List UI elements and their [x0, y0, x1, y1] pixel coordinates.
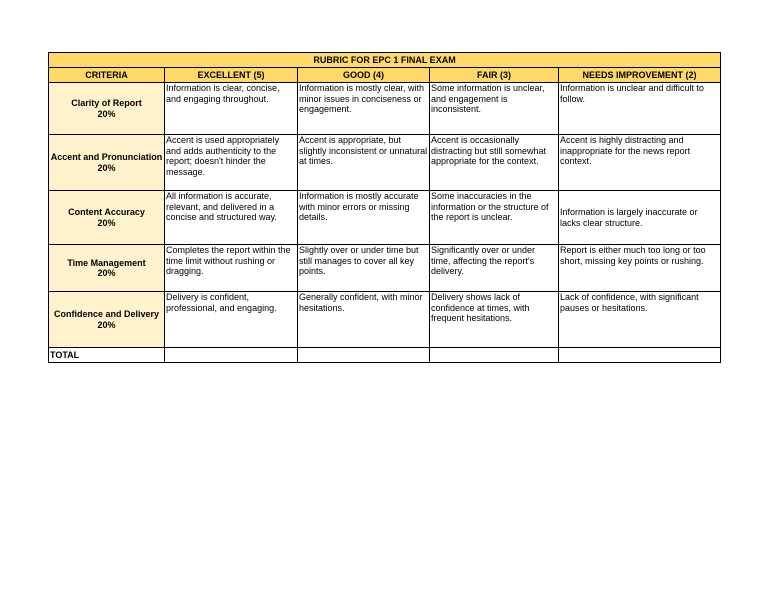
rubric-title: RUBRIC FOR EPC 1 FINAL EXAM — [49, 53, 721, 68]
table-row — [49, 292, 721, 348]
criterion-weight: 20% — [97, 108, 116, 119]
fair-cell: Accent is occasionally distracting but still somewhat appropriate for the context. — [430, 135, 559, 191]
good-cell: Information is mostly clear, with minor issues in conciseness or engagement. — [298, 83, 430, 135]
excellent-cell: Information is clear, concise, and engaging throughout. — [165, 83, 298, 135]
criterion-name: Accent and Pronunciation — [50, 152, 163, 162]
header-excellent: EXCELLENT (5) — [165, 68, 298, 83]
total-needs-improvement-cell — [559, 348, 721, 363]
excellent-cell: Completes the report within the time limit without rushing or dragging. — [165, 245, 298, 292]
header-row — [49, 68, 721, 83]
table-row — [49, 135, 721, 191]
header-fair: FAIR (3) — [430, 68, 559, 83]
criterion-weight: 20% — [97, 217, 116, 228]
criterion-cell — [49, 83, 165, 135]
fair-cell: Some inaccuracies in the information or the structure of the report is unclear. — [430, 191, 559, 245]
criterion-name: Clarity of Report — [71, 98, 142, 108]
rubric-table — [48, 52, 721, 363]
total-fair-cell — [430, 348, 559, 363]
total-label: TOTAL — [49, 348, 165, 363]
good-cell: Generally confident, with minor hesitations. — [298, 292, 430, 348]
needs-improvement-cell: Information is largely inaccurate or lacks clear structure. — [559, 191, 721, 245]
good-cell: Accent is appropriate, but slightly inconsistent or unnatural at times. — [298, 135, 430, 191]
criterion-weight: 20% — [97, 319, 116, 330]
header-criteria: CRITERIA — [49, 68, 165, 83]
criterion-cell — [49, 135, 165, 191]
fair-cell: Significantly over or under time, affecting the report's delivery. — [430, 245, 559, 292]
fair-cell: Some information is unclear, and engagement is inconsistent. — [430, 83, 559, 135]
criterion-name: Time Management — [67, 257, 146, 268]
criterion-name: Confidence and Delivery — [53, 309, 160, 319]
total-excellent-cell — [165, 348, 298, 363]
needs-improvement-cell: Lack of confidence, with significant pauses or hesitations. — [559, 292, 721, 348]
excellent-cell: Delivery is confident, professional, and engaging. — [165, 292, 298, 348]
criterion-cell — [49, 245, 165, 292]
total-row — [49, 348, 721, 363]
criterion-cell — [49, 191, 165, 245]
header-needs-improvement: NEEDS IMPROVEMENT (2) — [559, 68, 721, 83]
fair-cell: Delivery shows lack of confidence at times, with frequent hesitations. — [430, 292, 559, 348]
excellent-cell: Accent is used appropriately and adds authenticity to the report; doesn't hinder the message. — [165, 135, 298, 191]
table-row — [49, 83, 721, 135]
needs-improvement-cell: Accent is highly distracting and inappropriate for the news report context. — [559, 135, 721, 191]
criterion-name: Content Accuracy — [68, 207, 145, 217]
criterion-weight: 20% — [97, 162, 116, 173]
header-good: GOOD (4) — [298, 68, 430, 83]
excellent-cell: All information is accurate, relevant, and delivered in a concise and structured way. — [165, 191, 298, 245]
table-row — [49, 191, 721, 245]
criterion-cell — [49, 292, 165, 348]
needs-improvement-cell: Information is unclear and difficult to follow. — [559, 83, 721, 135]
criterion-weight: 20% — [97, 268, 116, 278]
total-good-cell — [298, 348, 430, 363]
good-cell: Slightly over or under time but still manages to cover all key points. — [298, 245, 430, 292]
title-row — [49, 53, 721, 68]
table-row — [49, 245, 721, 292]
needs-improvement-cell: Report is either much too long or too short, missing key points or rushing. — [559, 245, 721, 292]
good-cell: Information is mostly accurate with minor errors or missing details. — [298, 191, 430, 245]
